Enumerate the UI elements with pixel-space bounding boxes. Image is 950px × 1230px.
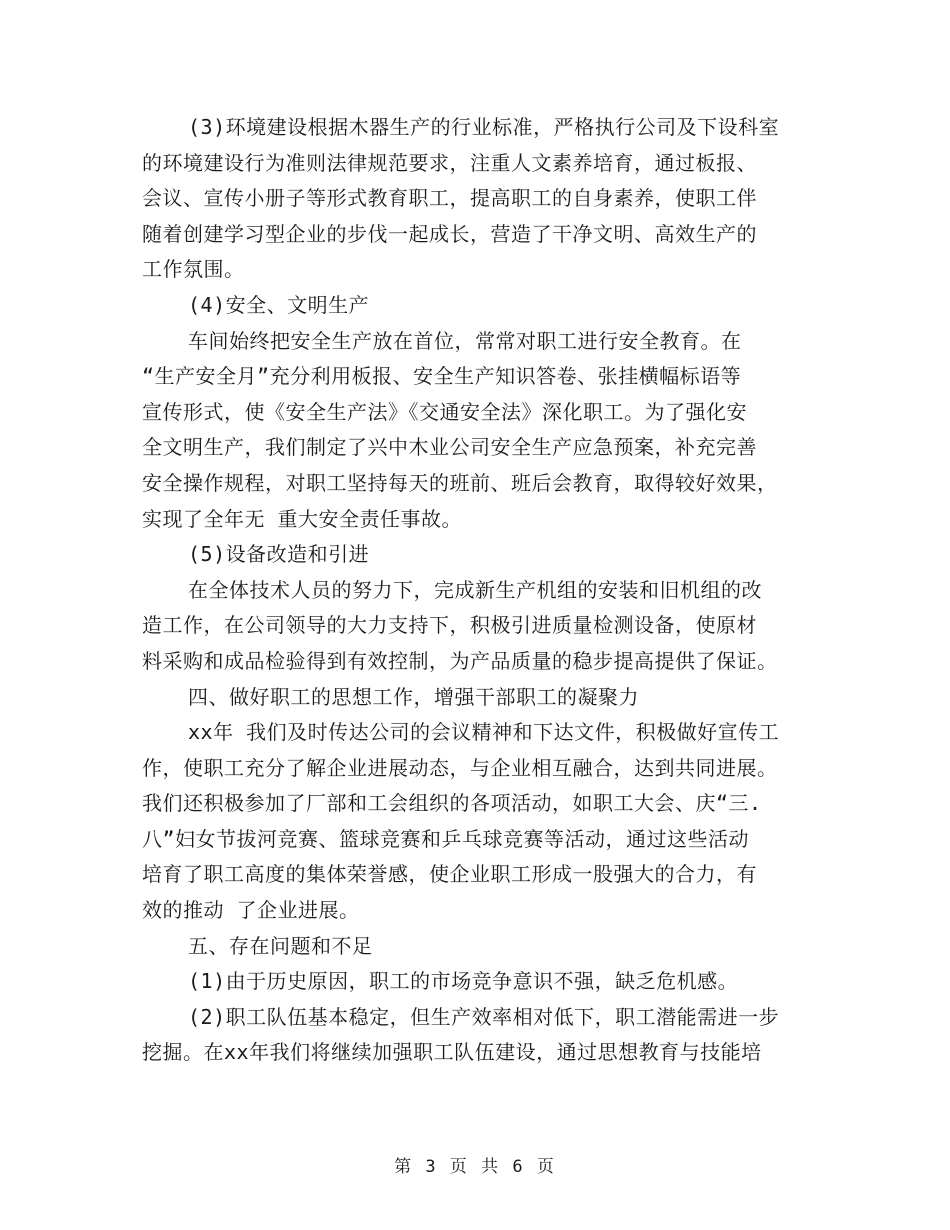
text-line: (4)安全、文明生产 xyxy=(188,292,370,317)
text-line: 随着创建学习型企业的步伐一起成长，营造了干净文明、高效生产的 xyxy=(142,221,757,246)
text-line: “生产安全月”充分利用板报、安全生产知识答卷、张挂横幅标语等 xyxy=(142,364,742,389)
document-body xyxy=(142,110,812,1071)
text-line: 五、存在问题和不足 xyxy=(188,933,373,958)
text-line: 会议、宣传小册子等形式教育职工，提高职工的自身素养，使职工伴 xyxy=(142,186,757,211)
text-line: 全文明生产，我们制定了兴中木业公司安全生产应急预案，补充完善 xyxy=(142,435,757,460)
text-line: 八”妇女节拔河竞赛、篮球竞赛和乒乓球竞赛等活动，通过这些活动 xyxy=(142,826,750,851)
text-line: (5)设备改造和引进 xyxy=(188,542,370,567)
text-line: xx年 我们及时传达公司的会议精神和下达文件，积极做好宣传工 xyxy=(188,720,780,745)
text-line: 挖掘。在xx年我们将继续加强职工队伍建设，通过思想教育与技能培 xyxy=(142,1040,762,1065)
text-line: (3)环境建设根据木器生产的行业标准，严格执行公司及下设科室 xyxy=(188,115,780,139)
text-line: (2)职工队伍基本稳定，但生产效率相对低下，职工潜能需进一步 xyxy=(188,1004,780,1029)
text-line: 安全操作规程，对职工坚持每天的班前、班后会教育，取得较好效果， xyxy=(142,470,778,495)
text-line: 料采购和成品检验得到有效控制，为产品质量的稳步提高提供了保证。 xyxy=(142,648,778,673)
text-line: 我们还积极参加了厂部和工会组织的各项活动，如职工大会、庆“三. xyxy=(142,791,762,816)
text-line: 工作氛围。 xyxy=(142,257,245,282)
text-line: 造工作，在公司领导的大力支持下，积极引进质量检测设备，使原材 xyxy=(142,613,757,638)
text-line: 的环境建设行为准则法律规范要求，注重人文素养培育，通过板报、 xyxy=(142,150,757,175)
text-line: 宣传形式，使《安全生产法》《交通安全法》深化职工。为了强化安 xyxy=(142,399,747,424)
text-line: 在全体技术人员的努力下，完成新生产机组的安装和旧机组的改 xyxy=(188,577,762,602)
text-line: 车间始终把安全生产放在首位，常常对职工进行安全教育。在 xyxy=(188,328,742,353)
page-footer: 第 3 页 共 6 页 xyxy=(394,1157,556,1177)
text-line: 作，使职工充分了解企业进展动态，与企业相互融合，达到共同进展。 xyxy=(142,755,778,780)
text-line: 实现了全年无 重大安全责任事故。 xyxy=(142,506,463,531)
text-line: 效的推动 了企业进展。 xyxy=(142,898,360,923)
text-line: 培育了职工高度的集体荣誉感，使企业职工形成一股强大的合力，有 xyxy=(142,862,757,887)
text-line: 四、做好职工的思想工作，增强干部职工的凝聚力 xyxy=(188,684,639,709)
text-line: (1)由于历史原因，职工的市场竞争意识不强，缺乏危机感。 xyxy=(188,969,739,994)
